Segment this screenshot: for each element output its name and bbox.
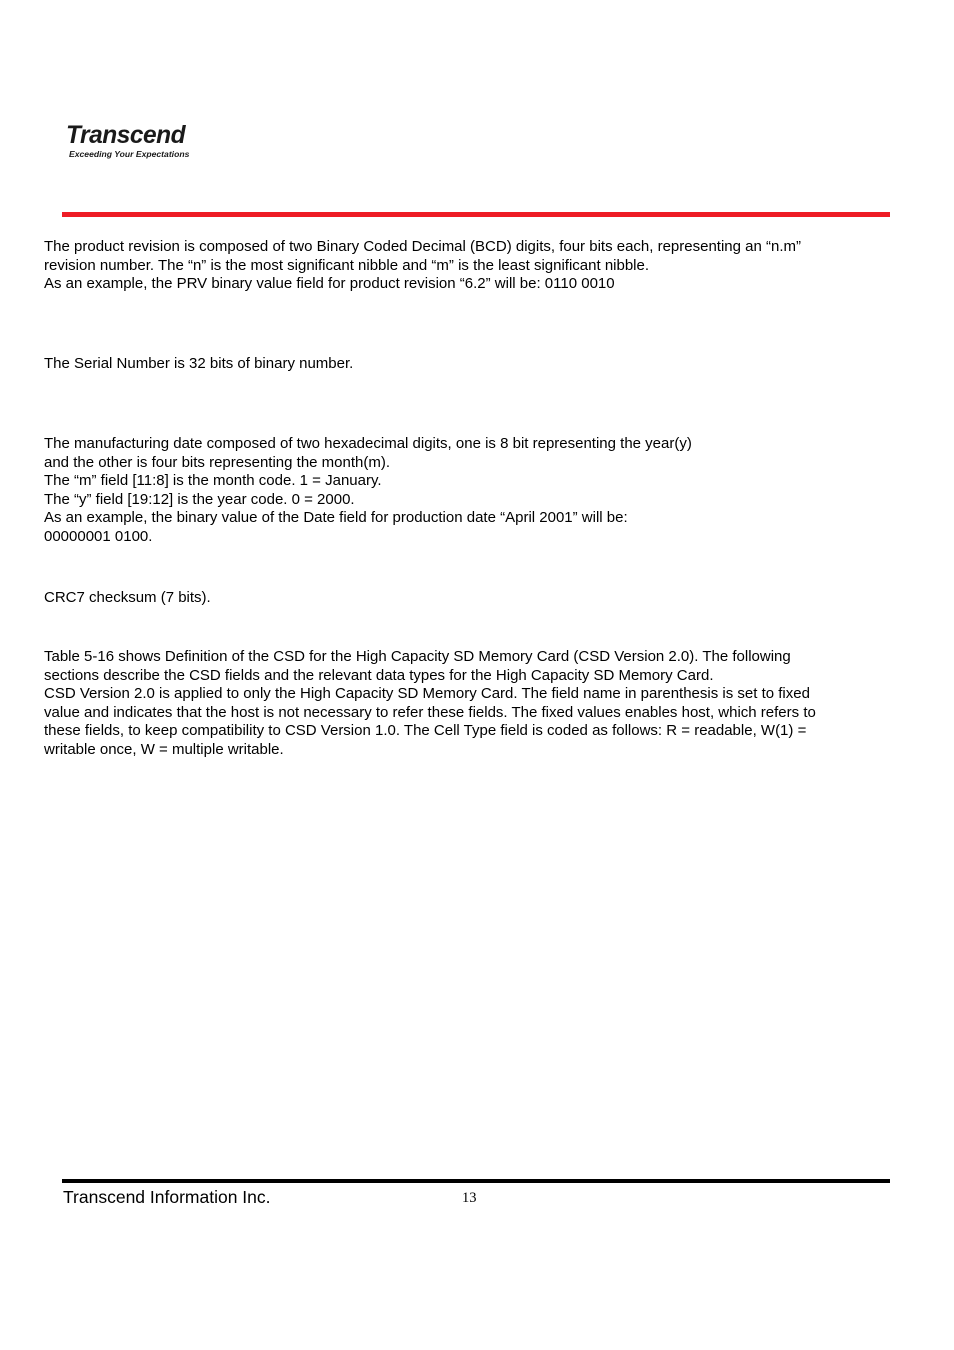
text-line: value and indicates that the host is not necessary to refer these fields. The fixed values enables host, which refers to [44,703,816,721]
footer-divider [62,1179,890,1183]
text-line: CRC7 checksum (7 bits). [44,589,211,606]
text-line: As an example, the binary value of the Date field for production date “April 2001” will be: [44,509,628,527]
text-line: revision number. The “n” is the most significant nibble and “m” is the least significant nibble. [44,256,650,274]
text-line: As an example, the PRV binary value field for product revision “6.2” will be: 0110 0010 [44,275,615,293]
psn-paragraph [44,355,904,374]
text-line: Table 5-16 shows Definition of the CSD for the High Capacity SD Memory Card (CSD Version 2.0). The following [44,648,791,665]
header-divider [62,212,890,217]
text-line: The manufacturing date composed of two hexadecimal digits, one is 8 bit representing the year(y) [44,435,692,452]
text-line: sections describe the CSD fields and the relevant data types for the High Capacity SD Memory Card. [44,666,714,684]
page-number: 13 [462,1190,477,1206]
mdt-paragraph [44,435,904,547]
text-line: 00000001 0100. [44,527,153,545]
text-line: writable once, W = multiple writable. [44,740,284,758]
crc-paragraph [44,589,904,608]
text-line: The “m” field [11:8] is the month code. 1 = January. [44,472,382,490]
company-logo [66,121,206,159]
logo-wordmark: Transcend [66,121,186,149]
prv-paragraph [44,238,904,294]
text-line: CSD Version 2.0 is applied to only the High Capacity SD Memory Card. The field name in parenthesis is set to fixed [44,685,810,703]
text-line: The product revision is composed of two Binary Coded Decimal (BCD) digits, four bits each, representing an “n.m” [44,238,801,255]
logo-tagline: Exceeding Your Expectations [69,149,190,159]
text-line: The “y” field [19:12] is the year code. 0 = 2000. [44,490,355,508]
csd-paragraph [44,648,904,760]
footer-company-name: Transcend Information Inc. [63,1187,271,1207]
text-line: and the other is four bits representing the month(m). [44,453,391,471]
text-line: these fields, to keep compatibility to CSD Version 1.0. The Cell Type field is coded as follows: R = readable, W(1) = [44,722,807,740]
text-line: The Serial Number is 32 bits of binary number. [44,355,354,372]
